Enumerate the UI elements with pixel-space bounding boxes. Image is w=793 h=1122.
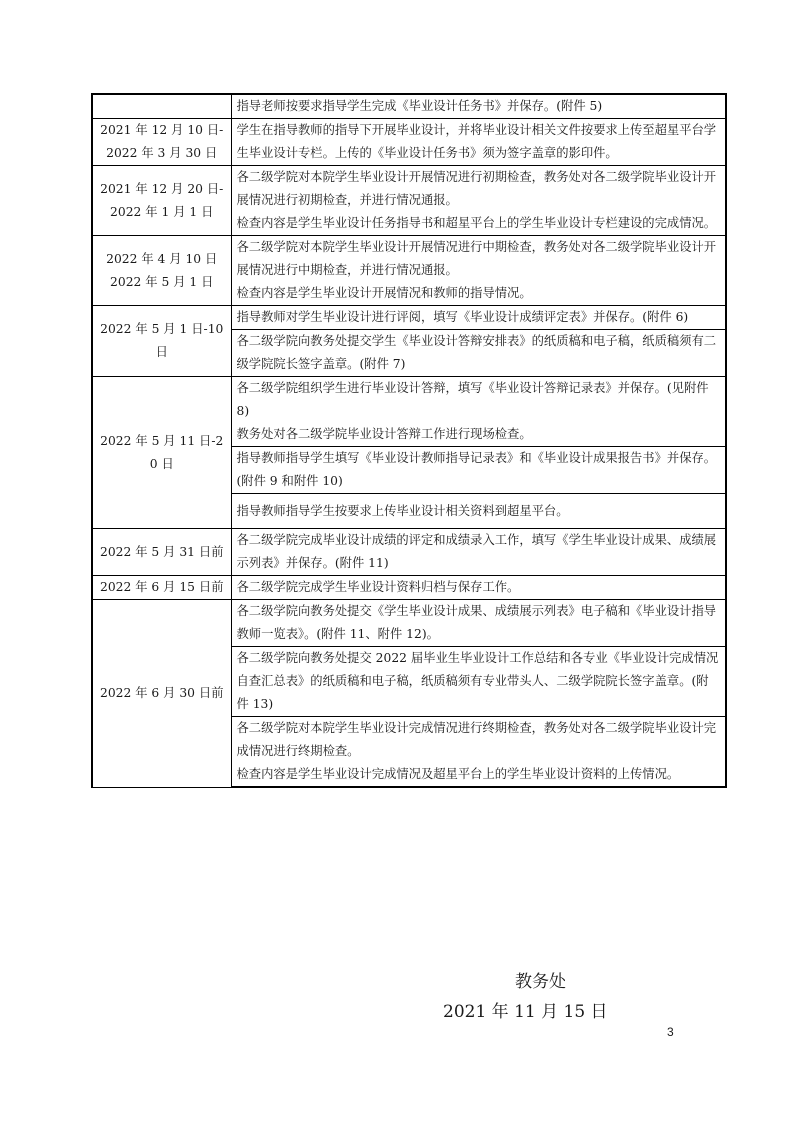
- task-text: 检查内容是学生毕业设计任务指导书和超星平台上的学生毕业设计专栏建设的完成情况。: [236, 216, 717, 230]
- task-cell: 指导教师指导学生按要求上传毕业设计相关资料到超星平台。: [231, 494, 726, 529]
- task-text: 各二级学院对本院学生毕业设计完成情况进行终期检查，教务处对各二级学院毕业设计完成情况进行终期检查。: [236, 721, 717, 758]
- table-row: [92, 166, 726, 236]
- date-cell: [92, 94, 231, 119]
- table-row: [92, 119, 726, 166]
- table-row: [92, 306, 726, 330]
- table-row: [92, 600, 726, 647]
- task-text: 各二级学院对本院学生毕业设计开展情况进行中期检查，教务处对各二级学院毕业设计开展情况进行中期检查，并进行情况通报。: [236, 240, 717, 277]
- page-number: 3: [667, 1025, 674, 1039]
- task-cell: [231, 717, 726, 788]
- task-cell: [231, 236, 726, 306]
- date-cell: [92, 236, 231, 306]
- task-cell: 各二级学院完成毕业设计成绩的评定和成绩录入工作，填写《学生毕业设计成果、成绩展示列表》并保存。(附件 11): [231, 529, 726, 576]
- schedule-table: [91, 93, 727, 788]
- task-text: 各二级学院对本院学生毕业设计开展情况进行初期检查，教务处对各二级学院毕业设计开展情况进行初期检查，并进行情况通报。: [236, 170, 717, 207]
- task-cell: 指导教师指导学生填写《毕业设计教师指导记录表》和《毕业设计成果报告书》并保存。(附件 9 和附件 10): [231, 447, 726, 494]
- table-row: [92, 529, 726, 576]
- table-row: [92, 94, 726, 119]
- task-cell: 指导教师对学生毕业设计进行评阅，填写《毕业设计成绩评定表》并保存。(附件 6): [231, 306, 726, 330]
- date-cell: 2022 年 6 月 30 日前: [92, 600, 231, 788]
- task-cell: 指导老师按要求指导学生完成《毕业设计任务书》并保存。(附件 5): [231, 94, 726, 119]
- table-row: [92, 576, 726, 600]
- table-row: [92, 236, 726, 306]
- table-row: [92, 377, 726, 447]
- date-text: 2022 年 4 月 10 日: [106, 251, 218, 266]
- date-text: 2022 年 5 月 1 日: [110, 274, 214, 289]
- task-cell: 各二级学院向教务处提交学生《毕业设计答辩安排表》的纸质稿和电子稿，纸质稿须有二级学院院长签字盖章。(附件 7): [231, 330, 726, 377]
- task-text: 检查内容是学生毕业设计开展情况和教师的指导情况。: [236, 286, 532, 300]
- task-cell: 各二级学院完成学生毕业设计资料归档与保存工作。: [231, 576, 726, 600]
- task-text: 各二级学院组织学生进行毕业设计答辩，填写《毕业设计答辩记录表》并保存。(见附件 8): [236, 381, 709, 418]
- date-cell: 2022 年 5 月 11 日-20 日: [92, 377, 231, 529]
- issue-date: 2021 年 11 月 15 日: [443, 1002, 608, 1022]
- date-cell: 2022 年 6 月 15 日前: [92, 576, 231, 600]
- date-cell: 2021 年 12 月 10 日-2022 年 3 月 30 日: [92, 119, 231, 166]
- task-cell: 各二级学院向教务处提交《学生毕业设计成果、成绩展示列表》电子稿和《毕业设计指导教师一览表》。(附件 11、附件 12)。: [231, 600, 726, 647]
- task-cell: [231, 377, 726, 447]
- task-text: 检查内容是学生毕业设计完成情况及超星平台上的学生毕业设计资料的上传情况。: [236, 767, 680, 781]
- task-cell: 学生在指导教师的指导下开展毕业设计，并将毕业设计相关文件按要求上传至超星平台学生毕业设计专栏。上传的《毕业设计任务书》须为签字盖章的影印件。: [231, 119, 726, 166]
- date-cell: 2022 年 5 月 31 日前: [92, 529, 231, 576]
- date-cell: 2021 年 12 月 20 日-2022 年 1 月 1 日: [92, 166, 231, 236]
- task-cell: [231, 166, 726, 236]
- task-cell: 各二级学院向教务处提交 2022 届毕业生毕业设计工作总结和各专业《毕业设计完成情况自查汇总表》的纸质稿和电子稿，纸质稿须有专业带头人、二级学院院长签字盖章。(附件 13): [231, 647, 726, 717]
- date-cell: 2022 年 5 月 1 日-10 日: [92, 306, 231, 377]
- issuing-office: 教务处: [515, 972, 566, 992]
- task-text: 教务处对各二级学院毕业设计答辩工作进行现场检查。: [236, 427, 532, 441]
